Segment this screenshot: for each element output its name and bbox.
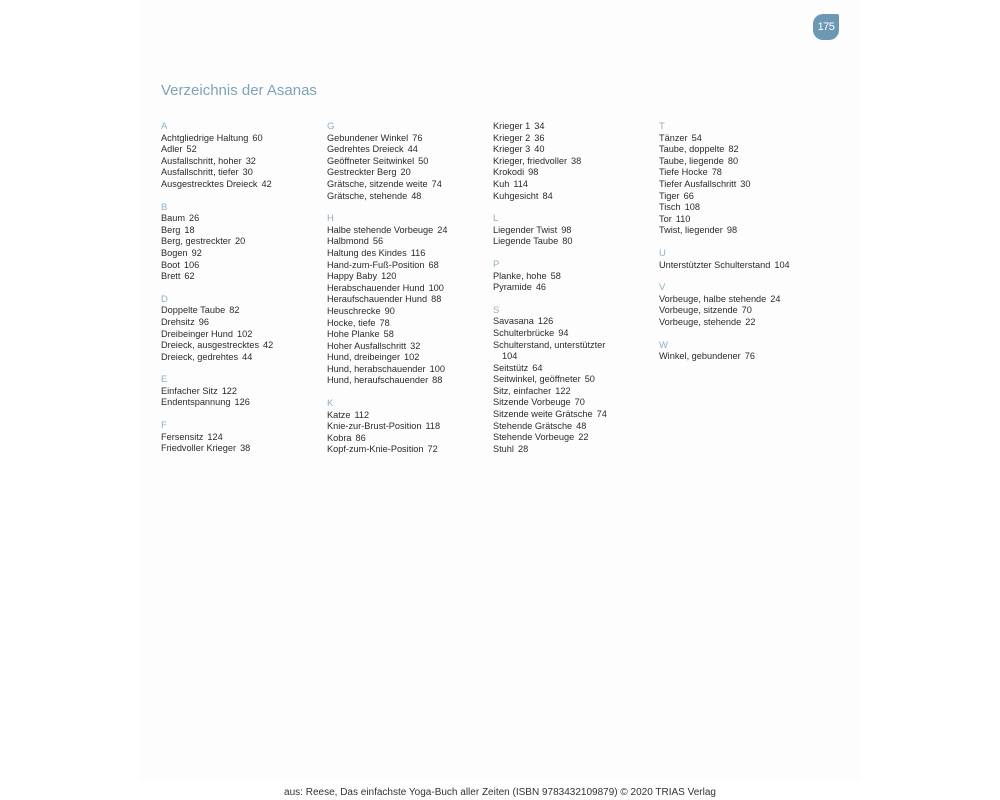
section-letter: P xyxy=(493,258,500,270)
asana-name: Hund, herabschauender xyxy=(327,363,426,374)
index-entry xyxy=(493,156,658,168)
index-section xyxy=(493,305,658,456)
section-letter: A xyxy=(161,121,168,132)
index-entry xyxy=(327,421,492,433)
asana-name: Brett xyxy=(161,271,181,282)
index-entry xyxy=(493,397,658,409)
page-reference: 102 xyxy=(404,352,420,363)
index-entry xyxy=(327,167,492,179)
index-entry xyxy=(161,317,326,329)
page-reference: 24 xyxy=(770,293,781,304)
page-title: Verzeichnis der Asanas xyxy=(161,82,317,99)
index-column-4 xyxy=(659,121,824,374)
page-reference: 96 xyxy=(198,316,209,327)
section-letter: L xyxy=(493,213,499,225)
page-reference: 80 xyxy=(562,236,573,247)
index-entry xyxy=(493,236,658,248)
page-reference: 50 xyxy=(418,155,429,166)
index-entry xyxy=(327,352,492,364)
index-entry xyxy=(161,340,326,352)
index-entry xyxy=(327,375,492,387)
index-entry xyxy=(493,340,658,363)
asana-name: Kuhgesicht xyxy=(493,190,539,201)
page-reference: 18 xyxy=(184,224,195,235)
asana-name: Friedvoller Krieger xyxy=(161,443,237,454)
section-letter: T xyxy=(659,121,665,132)
index-entry xyxy=(161,225,326,237)
index-entry xyxy=(659,179,824,191)
section-letter: V xyxy=(659,282,666,294)
section-letter: B xyxy=(161,201,168,213)
index-entry xyxy=(161,397,326,409)
index-entry xyxy=(327,179,492,191)
page-reference: 116 xyxy=(410,247,426,258)
index-entry xyxy=(493,374,658,386)
page-reference: 78 xyxy=(711,167,722,178)
index-entry xyxy=(493,179,658,191)
index-entry xyxy=(659,305,824,317)
index-column-3 xyxy=(493,121,658,466)
index-entry xyxy=(161,271,326,283)
asana-name: Adler xyxy=(161,144,183,155)
page-reference: 50 xyxy=(584,374,595,385)
page-reference: 114 xyxy=(513,178,529,189)
page-reference: 98 xyxy=(561,224,572,235)
page-reference: 90 xyxy=(384,305,395,316)
index-section xyxy=(161,420,326,455)
index-entry xyxy=(659,191,824,203)
asana-name: Hund, dreibeinger xyxy=(327,352,401,363)
index-section xyxy=(659,282,824,328)
asana-name: Ausgestrecktes Dreieck xyxy=(161,178,258,189)
section-letter: S xyxy=(493,304,500,316)
index-column-2 xyxy=(327,121,492,467)
asana-name: Baum xyxy=(161,213,186,224)
page-reference: 44 xyxy=(407,144,418,155)
asana-name: Stehende Vorbeuge xyxy=(493,432,575,443)
asana-name: Sitzende Vorbeuge xyxy=(493,397,571,408)
index-entry xyxy=(161,156,326,168)
index-entry xyxy=(327,225,492,237)
page-reference: 118 xyxy=(425,421,441,432)
page-reference: 24 xyxy=(437,224,448,235)
page-reference: 38 xyxy=(240,443,251,454)
index-entry xyxy=(493,432,658,444)
page-reference: 112 xyxy=(354,409,370,420)
page-reference: 120 xyxy=(381,271,397,282)
index-entry xyxy=(493,225,658,237)
index-section xyxy=(659,121,824,237)
page-reference: 48 xyxy=(576,420,587,431)
page-reference: 34 xyxy=(534,121,545,131)
index-entry xyxy=(659,133,824,145)
index-entry xyxy=(493,191,658,203)
page-reference: 74 xyxy=(596,409,607,420)
page-reference: 58 xyxy=(383,329,394,340)
page-reference: 42 xyxy=(263,340,274,351)
index-entry xyxy=(327,236,492,248)
index-entry xyxy=(493,167,658,179)
index-entry xyxy=(493,328,658,340)
asana-name: Gedrehtes Dreieck xyxy=(327,144,404,155)
page-reference: 100 xyxy=(428,282,444,293)
index-entry xyxy=(659,202,824,214)
index-section xyxy=(493,213,658,248)
index-entry xyxy=(327,283,492,295)
asana-name: Ausfallschritt, tiefer xyxy=(161,167,239,178)
page-reference: 20 xyxy=(234,236,246,247)
section-letter: U xyxy=(659,247,666,259)
asana-name: Hand-zum-Fuß-Position xyxy=(327,259,425,270)
asana-name: Taube, doppelte xyxy=(659,144,725,155)
index-entry xyxy=(327,433,492,445)
page-reference: 66 xyxy=(683,190,694,201)
index-entry xyxy=(327,156,492,168)
index-entry xyxy=(493,282,658,294)
page-reference: 28 xyxy=(517,443,529,454)
index-entry xyxy=(161,260,326,272)
index-entry xyxy=(161,386,326,398)
index-section xyxy=(161,121,326,191)
index-entry xyxy=(493,421,658,433)
index-entry xyxy=(659,260,824,272)
asana-name: Savasana xyxy=(493,316,534,327)
index-section xyxy=(493,121,658,202)
index-entry xyxy=(493,144,658,156)
page-reference: 124 xyxy=(207,431,223,442)
asana-name: Gebundener Winkel xyxy=(327,132,409,143)
asana-name: Schulterbrücke xyxy=(493,327,555,338)
page-reference: 64 xyxy=(532,362,543,373)
section-letter: W xyxy=(659,339,668,351)
page-reference: 38 xyxy=(571,155,582,166)
asana-name: Tiger xyxy=(659,190,680,201)
asana-name: Dreieck, gedrehtes xyxy=(161,351,239,362)
index-section xyxy=(493,259,658,294)
asana-name: Haltung des Kindes xyxy=(327,247,407,258)
page-reference: 104 xyxy=(502,351,518,362)
page-reference: 58 xyxy=(550,270,561,281)
index-entry xyxy=(327,306,492,318)
page-reference: 48 xyxy=(411,190,422,201)
page-reference: 88 xyxy=(431,294,442,305)
asana-name: Tänzer xyxy=(659,132,688,143)
index-entry xyxy=(659,156,824,168)
asana-name: Geöffneter Seitwinkel xyxy=(327,155,415,166)
index-entry xyxy=(493,444,658,456)
asana-name: Sitzende weite Grätsche xyxy=(493,409,593,420)
index-entry xyxy=(327,341,492,353)
index-entry xyxy=(161,305,326,317)
index-entry xyxy=(327,271,492,283)
page-reference: 60 xyxy=(252,132,263,143)
asana-name: Kuh xyxy=(493,178,510,189)
page-reference: 30 xyxy=(242,167,253,178)
asana-name: Halbe stehende Vorbeuge xyxy=(327,224,434,235)
index-entry xyxy=(161,352,326,364)
page-reference: 22 xyxy=(745,316,756,327)
page-reference: 52 xyxy=(186,144,197,155)
index-entry xyxy=(161,329,326,341)
asana-name: Heraufschauender Hund xyxy=(327,294,428,305)
index-entry xyxy=(327,260,492,272)
asana-name: Berg, gestreckter xyxy=(161,236,231,247)
page-reference: 126 xyxy=(537,316,554,327)
asana-name: Stehende Grätsche xyxy=(493,420,573,431)
asana-name: Boot xyxy=(161,259,180,270)
index-entry xyxy=(327,329,492,341)
page-reference: 92 xyxy=(191,247,202,258)
index-entry xyxy=(327,410,492,422)
index-section xyxy=(659,340,824,363)
asana-name: Krieger, friedvoller xyxy=(493,155,568,166)
page-reference: 98 xyxy=(528,167,539,178)
page-reference: 36 xyxy=(534,132,545,143)
page-reference: 46 xyxy=(535,282,547,293)
page-reference: 108 xyxy=(684,202,700,213)
asana-name: Berg xyxy=(161,224,181,235)
page-reference: 122 xyxy=(555,385,571,396)
index-entry xyxy=(161,179,326,191)
index-entry xyxy=(327,364,492,376)
index-entry xyxy=(161,236,326,248)
page-reference: 20 xyxy=(400,167,411,178)
page-reference: 100 xyxy=(429,363,445,374)
index-entry xyxy=(659,294,824,306)
asana-name: Krieger 1 xyxy=(493,121,531,131)
index-entry xyxy=(659,214,824,226)
index-section xyxy=(161,202,326,283)
index-section xyxy=(659,248,824,271)
page-reference: 110 xyxy=(675,213,691,224)
asana-name: Doppelte Taube xyxy=(161,305,226,316)
asana-name: Seitstütz xyxy=(493,362,529,373)
page-reference: 126 xyxy=(234,397,250,408)
page-reference: 80 xyxy=(727,155,739,166)
asana-name: Katze xyxy=(327,409,351,420)
asana-name: Planke, hohe xyxy=(493,270,547,281)
page-reference: 42 xyxy=(261,178,272,189)
page-reference: 32 xyxy=(410,340,421,351)
source-footer: aus: Reese, Das einfachste Yoga-Buch aller Zeiten (ISBN 9783432109879) © 2020 TRIAS Verlag xyxy=(284,787,716,798)
page-reference: 76 xyxy=(744,351,755,362)
page-reference: 44 xyxy=(242,351,253,362)
section-letter: E xyxy=(161,374,168,386)
index-section xyxy=(327,398,492,456)
page-reference: 78 xyxy=(379,317,390,328)
index-entry xyxy=(659,225,824,237)
asana-name: Krieger 2 xyxy=(493,132,531,143)
index-entry xyxy=(493,271,658,283)
page-reference: 104 xyxy=(774,259,790,270)
page-reference: 56 xyxy=(372,236,384,247)
asana-name: Tiefe Hocke xyxy=(659,167,708,178)
index-entry xyxy=(493,121,658,133)
asana-name: Twist, liegender xyxy=(659,225,723,236)
page-reference: 22 xyxy=(578,432,589,443)
asana-name: Happy Baby xyxy=(327,271,378,282)
asana-name: Dreibeinger Hund xyxy=(161,328,234,339)
section-letter: H xyxy=(327,213,334,225)
asana-name: Heuschrecke xyxy=(327,305,381,316)
asana-name: Hund, heraufschauender xyxy=(327,375,429,386)
page-number-badge xyxy=(813,14,839,40)
page-reference: 72 xyxy=(427,444,438,455)
asana-name: Bogen xyxy=(161,247,188,258)
page-reference: 88 xyxy=(432,375,443,386)
asana-name: Vorbeuge, sitzende xyxy=(659,305,738,316)
asana-name: Ausfallschritt, hoher xyxy=(161,155,242,166)
index-entry xyxy=(493,409,658,421)
index-entry xyxy=(493,316,658,328)
index-entry xyxy=(161,144,326,156)
asana-name: Vorbeuge, stehende xyxy=(659,316,742,327)
page-reference: 82 xyxy=(728,144,739,155)
section-letter: K xyxy=(327,398,334,410)
asana-name: Seitwinkel, geöffneter xyxy=(493,374,581,385)
asana-name: Stuhl xyxy=(493,443,514,454)
asana-name: Pyramide xyxy=(493,282,532,293)
asana-name: Fersensitz xyxy=(161,431,204,442)
asana-name: Dreieck, ausgestrecktes xyxy=(161,340,260,351)
index-entry xyxy=(493,386,658,398)
asana-name: Endentspannung xyxy=(161,397,231,408)
page-number: 175 xyxy=(817,21,835,33)
page-reference: 106 xyxy=(183,259,200,270)
asana-name: Drehsitz xyxy=(161,316,195,327)
index-entry xyxy=(327,144,492,156)
index-entry xyxy=(659,351,824,363)
asana-name: Kopf-zum-Knie-Position xyxy=(327,444,424,455)
asana-name: Tisch xyxy=(659,202,681,213)
index-entry xyxy=(327,191,492,203)
asana-name: Winkel, gebundener xyxy=(659,351,741,362)
asana-name: Liegender Twist xyxy=(493,224,558,235)
asana-name: Herabschauender Hund xyxy=(327,282,425,293)
page-reference: 62 xyxy=(184,271,195,282)
section-letter: G xyxy=(327,121,335,132)
asana-name: Knie-zur-Brust-Position xyxy=(327,421,422,432)
index-entry xyxy=(327,444,492,456)
index-entry xyxy=(161,167,326,179)
index-entry xyxy=(161,443,326,455)
asana-name: Halbmond xyxy=(327,236,369,247)
page-reference: 94 xyxy=(558,327,569,338)
index-entry xyxy=(327,248,492,260)
index-section xyxy=(327,213,492,387)
asana-name: Achtgliedrige Haltung xyxy=(161,132,249,143)
index-entry xyxy=(161,213,326,225)
index-entry xyxy=(493,133,658,145)
index-entry xyxy=(161,432,326,444)
page-reference: 68 xyxy=(428,259,439,270)
asana-name: Tiefer Ausfallschritt xyxy=(659,178,737,189)
asana-name: Vorbeuge, halbe stehende xyxy=(659,293,767,304)
asana-name: Einfacher Sitz xyxy=(161,385,218,396)
index-section xyxy=(327,121,492,202)
asana-name: Krokodi xyxy=(493,167,525,178)
page-reference: 30 xyxy=(740,178,751,189)
index-section xyxy=(161,294,326,364)
page-reference: 70 xyxy=(574,397,585,408)
page-reference: 84 xyxy=(542,190,553,201)
asana-name: Hoher Ausfallschritt xyxy=(327,340,407,351)
index-entry xyxy=(161,248,326,260)
asana-name: Gestreckter Berg xyxy=(327,167,397,178)
asana-name: Hocke, tiefe xyxy=(327,317,376,328)
page-reference: 102 xyxy=(237,328,253,339)
index-entry xyxy=(493,363,658,375)
asana-name: Unterstützter Schulterstand xyxy=(659,259,771,270)
page-reference: 76 xyxy=(412,132,423,143)
index-entry xyxy=(659,144,824,156)
page-reference: 74 xyxy=(431,178,442,189)
page-reference: 26 xyxy=(189,213,200,224)
page-reference: 32 xyxy=(245,155,256,166)
asana-name: Kobra xyxy=(327,432,352,443)
page-reference: 40 xyxy=(534,144,545,155)
page-reference: 70 xyxy=(741,305,752,316)
asana-name: Krieger 3 xyxy=(493,144,531,155)
asana-name: Liegende Taube xyxy=(493,236,559,247)
index-entry xyxy=(327,294,492,306)
page-reference: 86 xyxy=(355,432,366,443)
asana-name: Tor xyxy=(659,213,672,224)
index-entry xyxy=(161,133,326,145)
page-reference: 122 xyxy=(221,385,238,396)
asana-name: Taube, liegende xyxy=(659,155,724,166)
index-entry xyxy=(659,167,824,179)
page-reference: 54 xyxy=(691,132,702,143)
page-reference: 98 xyxy=(726,225,738,236)
index-entry xyxy=(659,317,824,329)
asana-name: Grätsche, stehende xyxy=(327,190,408,201)
asana-name: Sitz, einfacher xyxy=(493,385,552,396)
index-section xyxy=(161,374,326,409)
index-column-1 xyxy=(161,121,326,466)
asana-name: Hohe Planke xyxy=(327,329,380,340)
section-letter: D xyxy=(161,293,168,305)
index-entry xyxy=(327,318,492,330)
section-letter: F xyxy=(161,420,167,432)
asana-name: Schulterstand, unterstützter xyxy=(493,339,606,350)
index-entry xyxy=(327,133,492,145)
asana-name: Grätsche, sitzende weite xyxy=(327,178,428,189)
page-reference: 82 xyxy=(229,305,240,316)
